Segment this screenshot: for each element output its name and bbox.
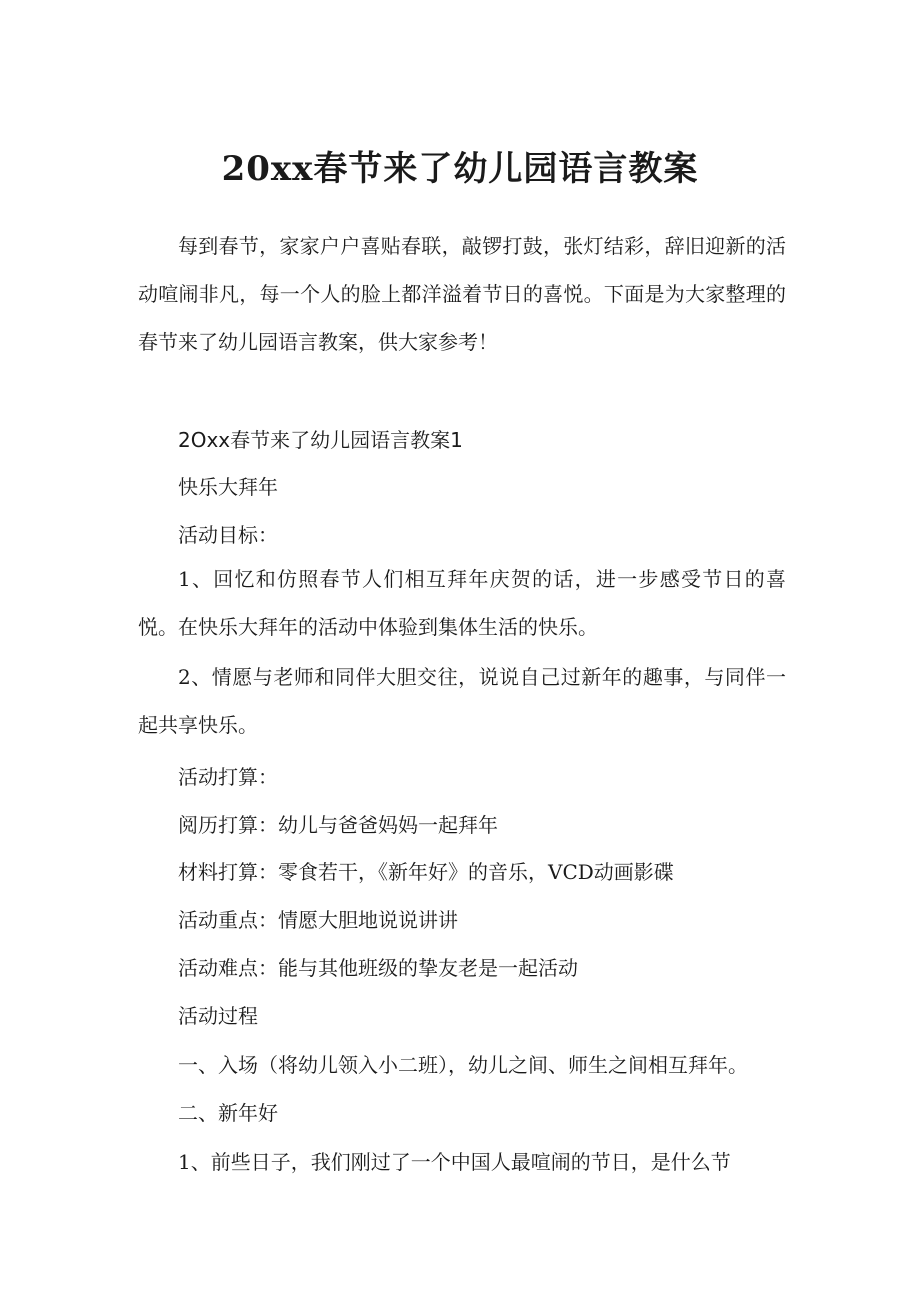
material-prep: 材料打算：零食若干，《新年好》的音乐，VCD动画影碟	[178, 860, 674, 884]
step-2: 二、新年好	[178, 1101, 278, 1125]
process-label: 活动过程	[178, 1004, 258, 1028]
difficulty: 活动难点：能与其他班级的挚友老是一起活动	[178, 956, 578, 980]
step-2-item-1: 1、前些日子，我们刚过了一个中国人最喧闹的节日，是什么节	[178, 1150, 731, 1174]
goal-2-paragraph: 2、情愿与老师和同伴大胆交往，说说自己过新年的趣事，与同伴一起共享快乐。	[138, 665, 786, 737]
section-heading: 2Oxx春节来了幼儿园语言教案1	[178, 428, 463, 452]
document-title: 20xx春节来了幼儿园语言教案	[221, 149, 699, 189]
prep-label: 活动打算：	[178, 765, 278, 789]
goal-1-paragraph: 1、回忆和仿照春节人们相互拜年庆贺的话，进一步感受节日的喜悦。在快乐大拜年的活动中体验到集体生活的快乐。	[138, 567, 786, 639]
lesson-name: 快乐大拜年	[178, 475, 278, 499]
goals-label: 活动目标：	[178, 523, 278, 547]
intro-paragraph: 每到春节，家家户户喜贴春联，敲锣打鼓，张灯结彩，辞旧迎新的活动喧闹非凡，每一个人的脸上都洋溢着节日的喜悦。下面是为大家整理的春节来了幼儿园语言教案，供大家参考！	[138, 234, 786, 354]
experience-prep: 阅历打算：幼儿与爸爸妈妈一起拜年	[178, 813, 498, 837]
step-1: 一、入场（将幼儿领入小二班），幼儿之间、师生之间相互拜年。	[178, 1053, 748, 1077]
key-point: 活动重点：情愿大胆地说说讲讲	[178, 908, 458, 932]
